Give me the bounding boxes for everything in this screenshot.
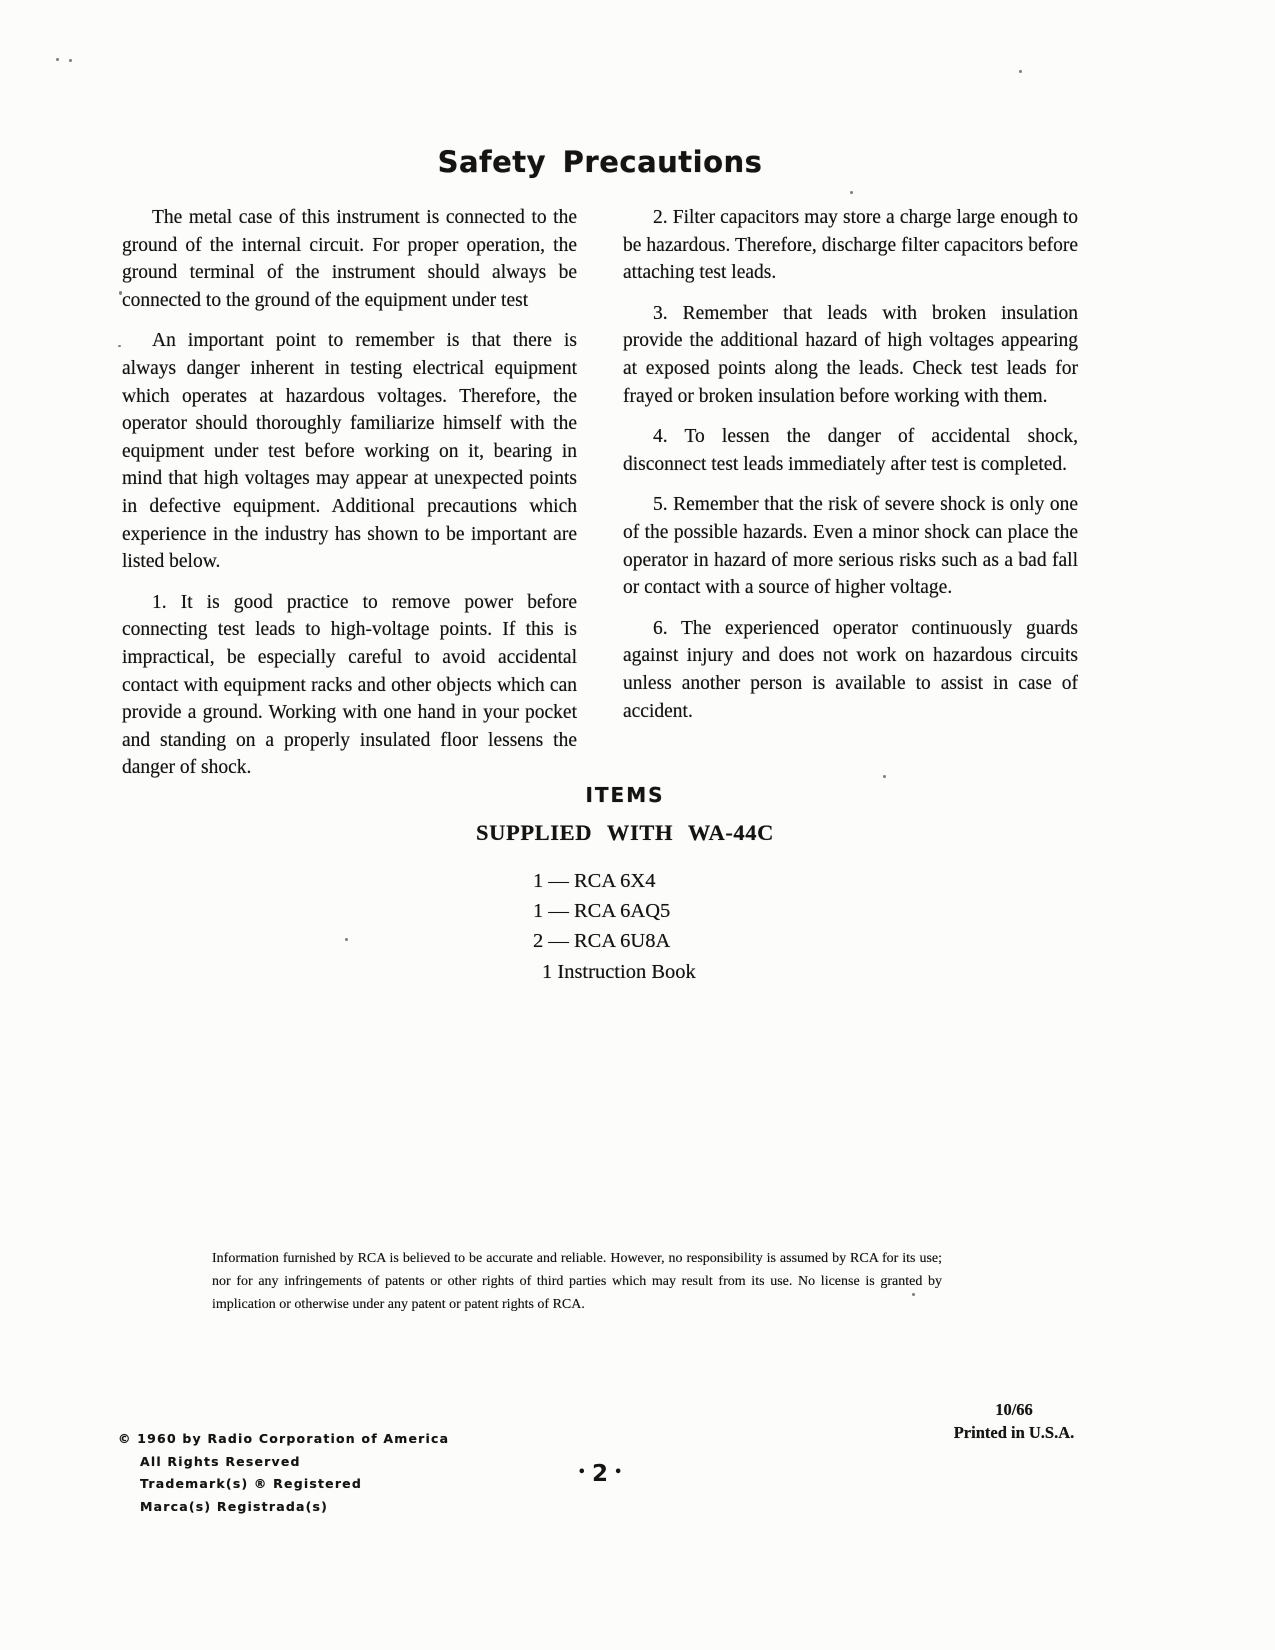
items-heading: ITEMS — [585, 783, 665, 807]
scan-artifact-dot — [1019, 70, 1022, 73]
scan-artifact-dot — [883, 775, 886, 778]
list-item-tube-6aq5: 1 — RCA 6AQ5 — [533, 900, 671, 923]
precaution-item-4: 4. To lessen the danger of accidental shock, disconnect test leads immediately after test is completed. — [623, 426, 1078, 475]
page-title: Safety Precautions — [437, 145, 763, 180]
precaution-item-6: 6. The experienced operator continuously guards against injury and does not work on hazardous circuits unless another person is available to assist in case of accident. — [623, 617, 1078, 722]
precaution-item-2: 2. Filter capacitors may store a charge large enough to be hazardous. Therefore, discharge filter capacitors before attaching test leads. — [623, 207, 1078, 284]
print-date: 10/66 — [995, 1400, 1033, 1419]
scan-artifact-dot — [850, 191, 853, 194]
page-number — [540, 1461, 660, 1487]
list-item-tube-6x4: 1 — RCA 6X4 — [533, 870, 656, 892]
precaution-item-1: 1. It is good practice to remove power before connecting test leads to high-voltage points. If this is impractical, be especially careful to avoid accidental contact with equipment racks and other objects which can provide a ground. Working with one hand in your pocket and standing on a properly insulated floor lessens the danger of shock. — [122, 591, 577, 779]
marca-registrada-line: Marca(s) Registrada(s) — [140, 1498, 329, 1514]
scan-artifact-dot — [56, 58, 59, 61]
scan-artifact-dot — [912, 1293, 915, 1296]
page-number-right-dot: • — [614, 1465, 623, 1480]
printed-in-usa: Printed in U.S.A. — [953, 1423, 1075, 1442]
copyright-line: © 1960 by Radio Corporation of America — [118, 1431, 450, 1446]
page-number-left-dot: • — [577, 1465, 586, 1480]
page-number-value: 2 — [591, 1461, 608, 1487]
items-subheading: SUPPLIED WITH WA-44C — [476, 820, 774, 845]
precaution-item-5: 5. Remember that the risk of severe shock is only one of the possible hazards. Even a minor shock can place the operator in hazard of more serious risks such as a bad fall or contact with a source of higher voltage. — [623, 494, 1078, 599]
scan-artifact-dot — [69, 59, 72, 62]
rights-reserved-line: All Rights Reserved — [140, 1453, 301, 1469]
list-item-tube-6u8a: 2 — RCA 6U8A — [533, 930, 671, 953]
trademark-line: Trademark(s) ® Registered — [140, 1476, 363, 1492]
print-info-block — [933, 1398, 1095, 1444]
scan-artifact-dot — [345, 938, 348, 941]
copyright-block — [118, 1428, 449, 1518]
left-column — [122, 204, 577, 795]
paragraph-intro-ground: The metal case of this instrument is connected to the ground of the internal circuit. For proper operation, the ground terminal of the instrument should always be connected to the ground of the equipment under test — [122, 207, 577, 311]
precaution-item-3: 3. Remember that leads with broken insulation provide the additional hazard of high voltages appearing at exposed points along the leads. Check test leads for frayed or broken insulation before working with them. — [623, 302, 1078, 407]
body-text-columns — [122, 204, 1078, 795]
list-item-instruction-book: 1 Instruction Book — [542, 960, 696, 983]
scan-artifact-dot — [119, 291, 122, 295]
scan-artifact-dot — [118, 345, 121, 347]
items-supplied-section — [0, 783, 1250, 846]
supplied-items-list — [533, 866, 696, 987]
legal-disclaimer-text: Information furnished by RCA is believed to be accurate and reliable. However, no responsibility is assumed by RCA for its use; nor for any infringements of patents or other rights of third parties which may result from its use. No license is granted by implication or otherwise under any patent or patent rights of RCA. — [212, 1251, 942, 1312]
right-column — [623, 204, 1078, 795]
paragraph-important-point: An important point to remember is that there is always danger inherent in testing electrical equipment which operates at hazardous voltages. Therefore, the operator should thoroughly familiarize himself with the equipment under test before working on it, bearing in mind that high voltages may appear at unexpected points in defective equipment. Additional precautions which experience in the industry has shown to be important are listed below. — [122, 330, 577, 573]
